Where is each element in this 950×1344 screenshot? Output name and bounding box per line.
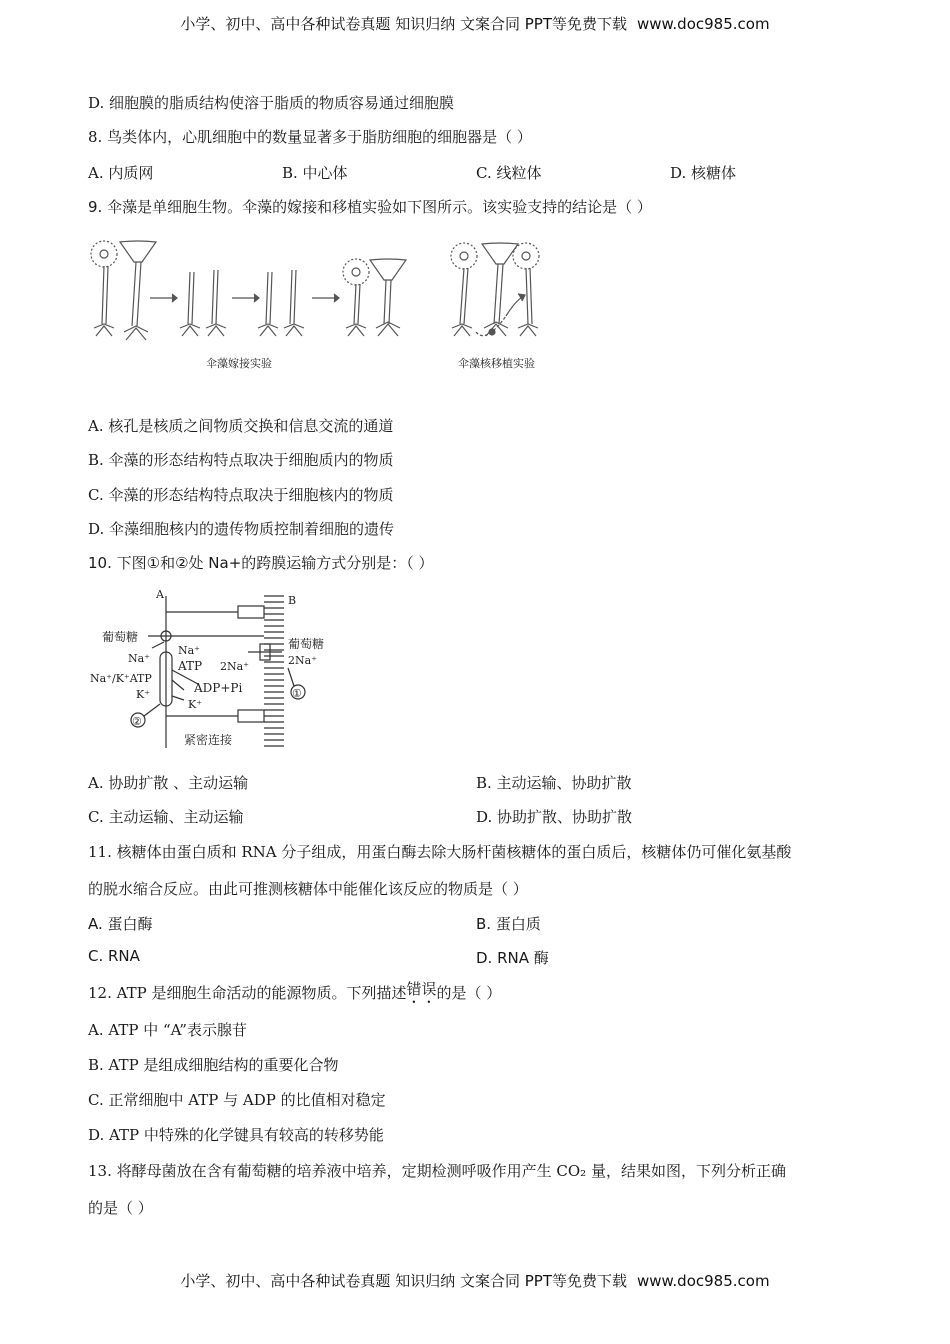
q10-option-d: D. 协助扩散、协助扩散 (476, 808, 633, 826)
q10-option-c: C. 主动运输、主动运输 (88, 808, 244, 826)
q9-option-c: C. 伞藻的形态结构特点取决于细胞核内的物质 (88, 486, 394, 504)
q10-figure (88, 586, 348, 754)
q11-option-b: B. 蛋白质 (476, 915, 541, 933)
q12-option-a: A. ATP 中 “A”表示腺苷 (88, 1021, 247, 1039)
label-k-mid: K⁺ (188, 698, 203, 711)
q7-option-d: D. 细胞膜的脂质结构使溶于脂质的物质容易通过细胞膜 (88, 94, 455, 112)
label-glucose-left: 葡萄糖 (102, 630, 139, 644)
acetabularia-umbrella-cap-icon (120, 241, 156, 262)
q9-caption-transplant: 伞藻核移植实验 (458, 357, 535, 370)
header-text: 小学、初中、高中各种试卷真题 知识归纳 文案合同 PPT等免费下载 (180, 15, 627, 33)
label-adp: ADP+Pi (194, 681, 243, 695)
q8-option-b: B. 中心体 (282, 164, 348, 182)
q9-stem: 9. 伞藻是单细胞生物。伞藻的嫁接和移植实验如下图所示。该实验支持的结论是（ ） (88, 198, 652, 216)
q9-caption-graft: 伞藻嫁接实验 (206, 357, 272, 370)
q12-stem (88, 982, 501, 1011)
q9-figure (86, 236, 556, 376)
q10-stem: 10. 下图①和②处 Na+的跨膜运输方式分别是：（ ） (88, 554, 434, 572)
q12-stem-part-b: 的是（ ） (436, 984, 502, 1002)
label-pump: Na⁺/K⁺ATP (90, 672, 152, 685)
q9-option-b: B. 伞藻的形态结构特点取决于细胞质内的物质 (88, 451, 394, 469)
q11-stem-line1: 11. 核糖体由蛋白质和 RNA 分子组成，用蛋白酶去除大肠杆菌核糖体的蛋白质后，核糖体仍可催化氨基酸 (88, 843, 792, 861)
page-header (0, 13, 950, 34)
label-atp: ATP (178, 659, 203, 673)
q9-option-a: A. 核孔是核质之间物质交换和信息交流的通道 (88, 417, 394, 435)
footer-text: 小学、初中、高中各种试卷真题 知识归纳 文案合同 PPT等免费下载 (180, 1272, 627, 1290)
q11-stem-line2: 的脱水缩合反应。由此可推测核糖体中能催化该反应的物质是（ ） (88, 880, 528, 898)
microvilli-icon (264, 596, 284, 746)
header-site[interactable]: www.doc985.com (636, 15, 770, 33)
label-circle-1: ① (292, 687, 302, 700)
q13-stem-line1: 13. 将酵母菌放在含有葡萄糖的培养液中培养，定期检测呼吸作用产生 CO₂ 量，结果如图，下列分析正确 (88, 1162, 786, 1180)
q8-option-c: C. 线粒体 (476, 164, 542, 182)
q10-option-a: A. 协助扩散 、主动运输 (88, 774, 249, 792)
label-na-mid: Na⁺ (178, 644, 200, 657)
q12-option-c: C. 正常细胞中 ATP 与 ADP 的比值相对稳定 (88, 1091, 386, 1109)
label-circle-2: ② (132, 715, 142, 728)
q13-stem-line2: 的是（ ） (88, 1199, 153, 1217)
q12-option-b: B. ATP 是组成细胞结构的重要化合物 (88, 1056, 339, 1074)
label-glucose-right: 葡萄糖 (288, 637, 325, 651)
q8-stem: 8. 鸟类体内，心肌细胞中的数量显著多于脂肪细胞的细胞器是（ ） (88, 128, 532, 146)
footer-site[interactable]: www.doc985.com (636, 1272, 770, 1290)
q9-option-d: D. 伞藻细胞核内的遗传物质控制着细胞的遗传 (88, 520, 395, 538)
label-na-left: Na⁺ (128, 652, 150, 665)
acetabularia-flower-cap-icon (91, 241, 117, 267)
q8-option-a: A. 内质网 (88, 164, 154, 182)
q8-option-d: D. 核糖体 (670, 164, 737, 182)
label-b: B (288, 594, 297, 607)
q11-option-a: A. 蛋白酶 (88, 915, 153, 933)
label-tight-junction: 紧密连接 (184, 733, 233, 747)
q12-stem-emphasis: 错误 (406, 980, 437, 998)
q11-option-d: D. RNA 酶 (476, 949, 549, 967)
label-2na-a: 2Na⁺ (220, 660, 249, 673)
label-2na-b: 2Na⁺ (288, 654, 317, 667)
q10-option-b: B. 主动运输、协助扩散 (476, 774, 632, 792)
q12-option-d: D. ATP 中特殊的化学键具有较高的转移势能 (88, 1126, 384, 1144)
label-a: A (156, 588, 164, 601)
label-k-left: K⁺ (136, 688, 151, 701)
q11-option-c: C. RNA (88, 947, 140, 965)
page-footer (0, 1270, 950, 1291)
q12-stem-part-a: 12. ATP 是细胞生命活动的能源物质。下列描述 (88, 984, 407, 1002)
